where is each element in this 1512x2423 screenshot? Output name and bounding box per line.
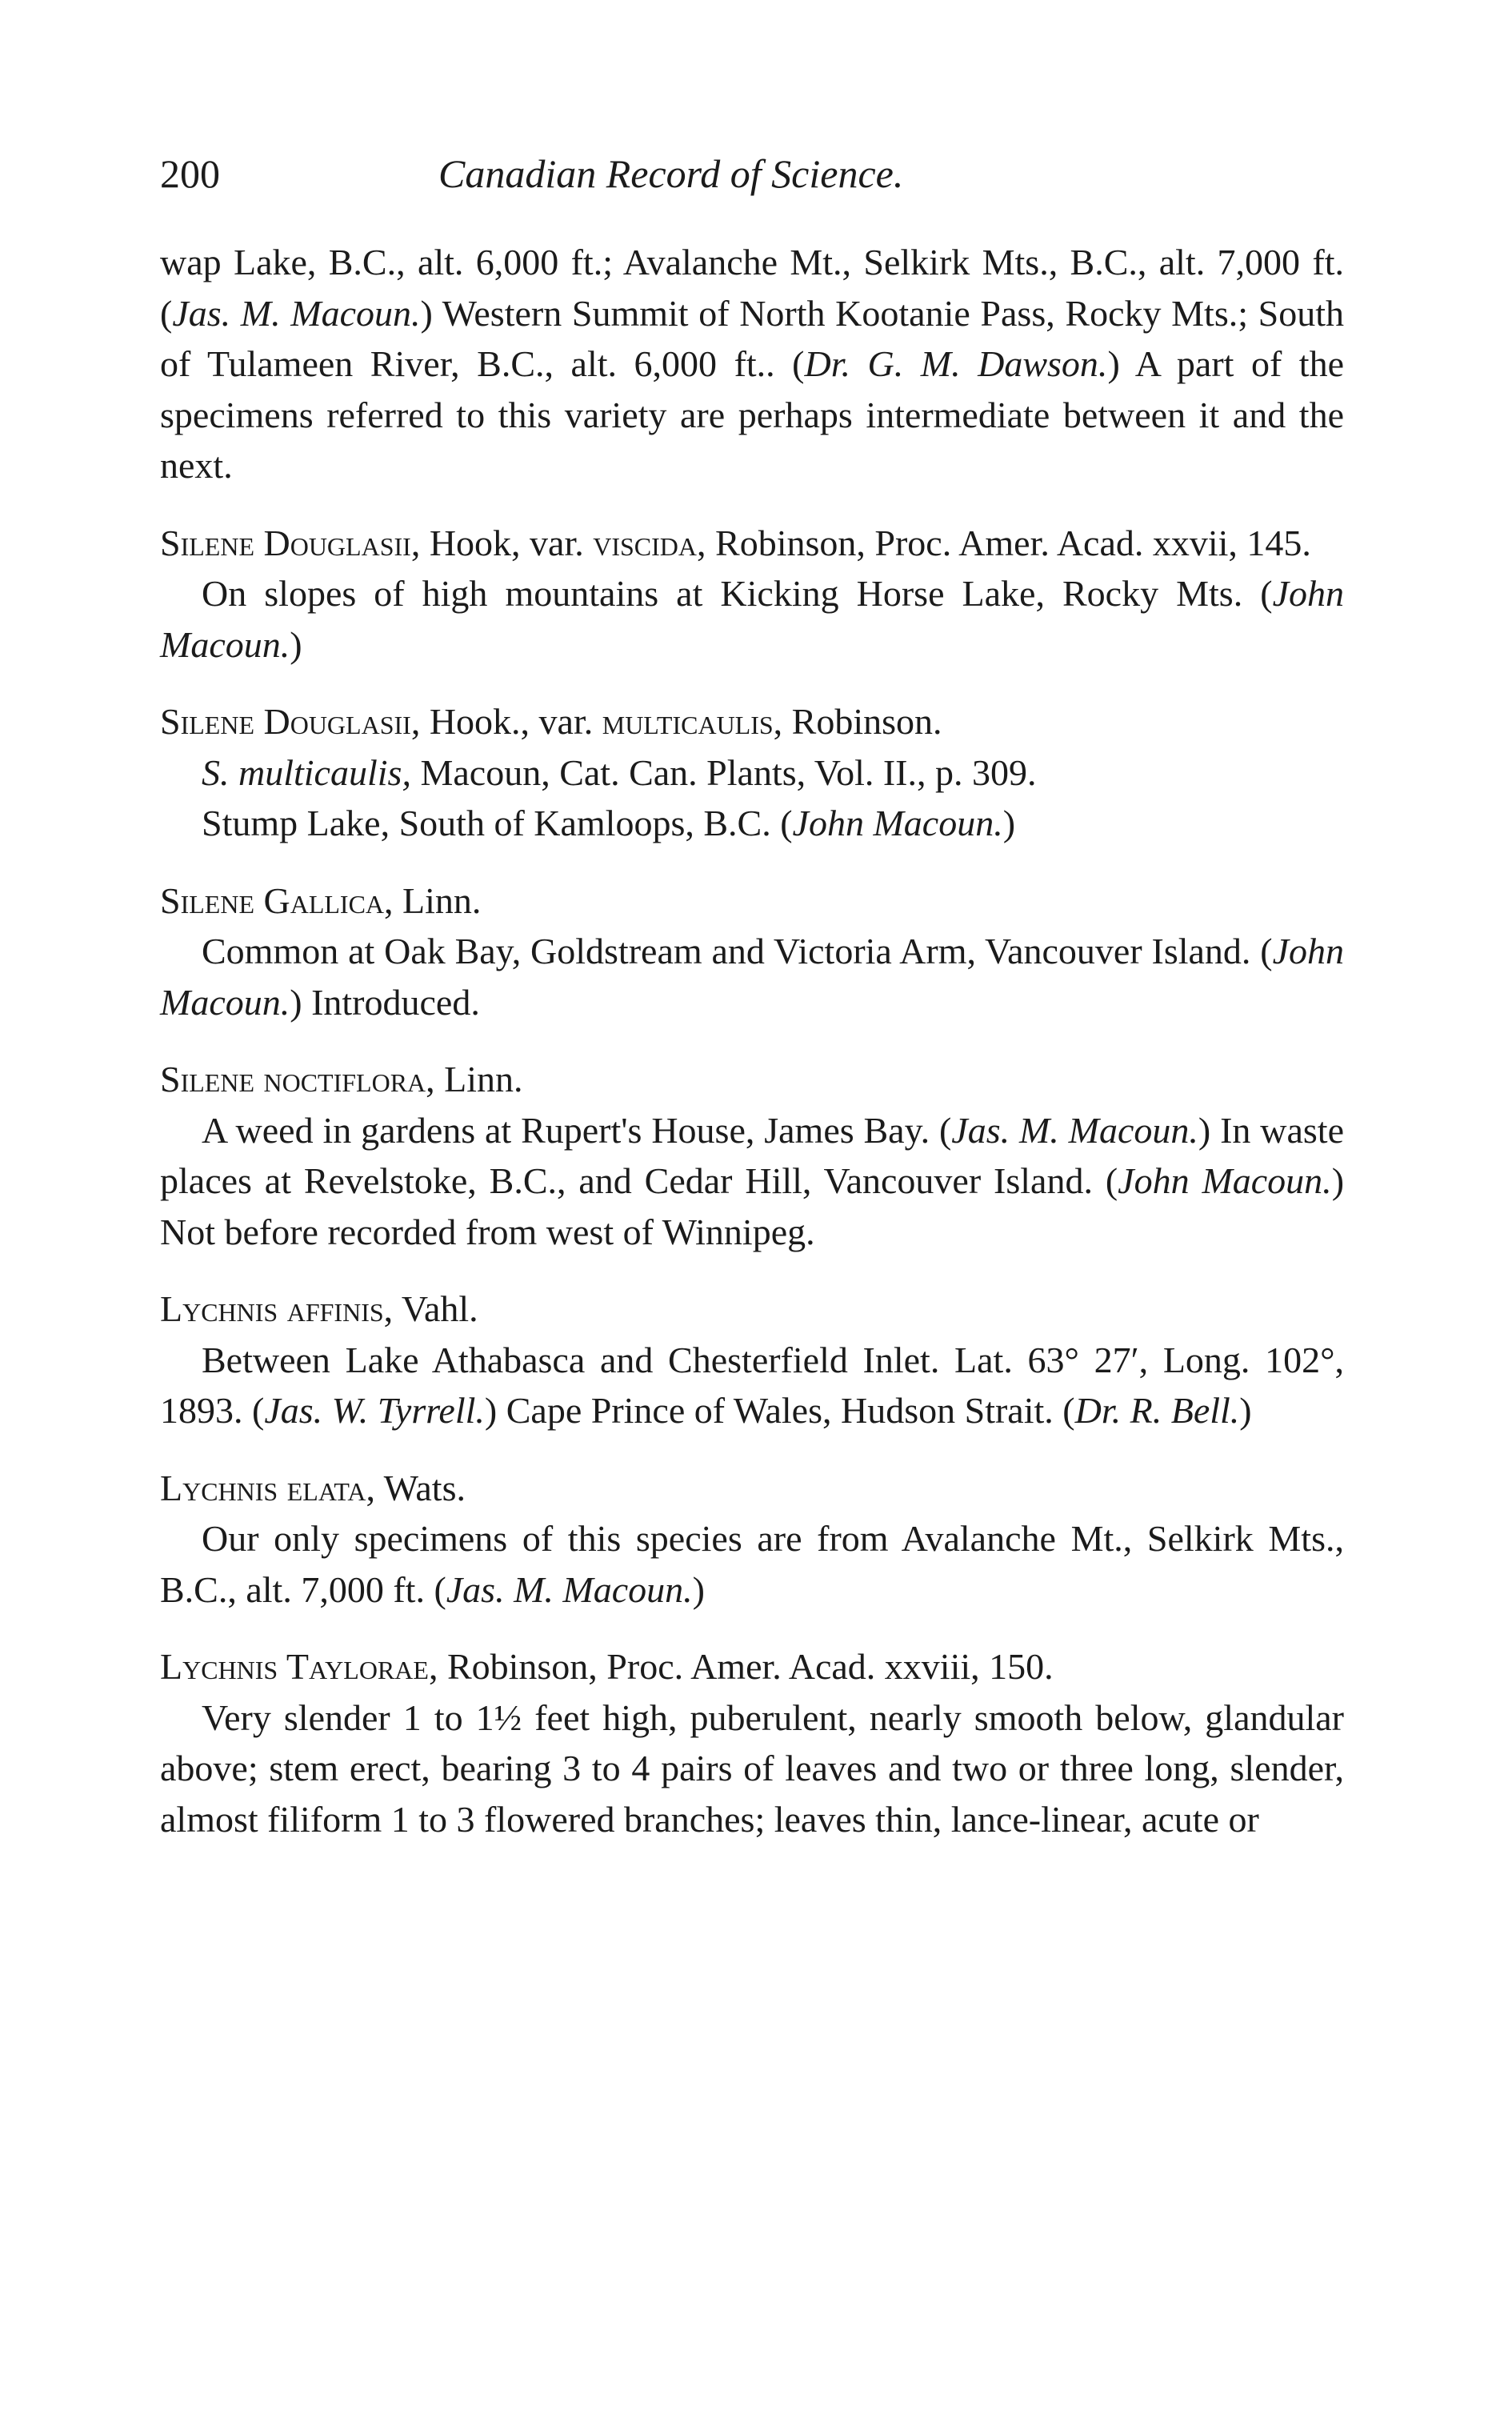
synonym-line [160, 747, 1344, 799]
text: ) In waste places at Revelstoke, B.C., and Cedar Hill, Vancouver Island. ( [160, 1109, 1345, 1201]
text: On slopes of high mountains at Kicking Horse Lake, Rocky Mts. ( [202, 573, 1273, 614]
species-paragraph [160, 1335, 1344, 1436]
text: A weed in gardens at Rupert's House, James Bay. ( [202, 1109, 952, 1151]
text: ) [290, 623, 302, 665]
text: Macoun, Cat. Can. Plants, Vol. II., p. 309. [410, 751, 1037, 793]
species-paragraph [160, 1513, 1344, 1615]
collector-name: Jas. M. Macoun. [951, 1109, 1198, 1151]
species-paragraph [160, 568, 1344, 670]
variety-name: multicaulis [602, 701, 774, 742]
species-name: Lychnis elata [160, 1467, 366, 1508]
text: , Robinson. [773, 701, 942, 742]
text: , Robinson, Proc. Amer. Acad. xxvii, 145. [697, 522, 1311, 563]
collector-name: John Macoun. [1118, 1160, 1332, 1201]
continued-paragraph [160, 237, 1344, 491]
text: ) Western Summit of North Kootanie Pass, Rocky Mts.; South of Tulameen River, B.C., alt. 6,000 ft.. ( [160, 292, 1345, 384]
page-header [160, 150, 1344, 206]
text: , Robinson, Proc. Amer. Acad. xxviii, 150. [428, 1646, 1054, 1687]
collector-name: John Macoun. [160, 931, 1344, 1023]
text: , Vahl. [383, 1288, 478, 1329]
species-paragraph [160, 1105, 1344, 1258]
text: Between Lake Athabasca and Chesterfield Inlet. Lat. 63° 27′, Long. 102°, 1893. ( [160, 1339, 1344, 1431]
species-paragraph [160, 926, 1344, 1027]
text: ) Cape Prince of Wales, Hudson Strait. ( [484, 1390, 1075, 1431]
text: , Linn. [426, 1059, 523, 1099]
species-paragraph [160, 798, 1344, 849]
species-heading [160, 875, 1344, 927]
collector-name: Jas. W. Tyrrell. [264, 1390, 485, 1431]
text: wap Lake, B.C., alt. 6,000 ft.; Avalanche Mt., Selkirk Mts., B.C., alt. 7,000 ft. ( [160, 242, 1344, 334]
species-name: Silene Douglasii [160, 522, 411, 563]
species-name: Lychnis affinis [160, 1288, 384, 1329]
species-name: Lychnis Taylorae [160, 1646, 429, 1687]
collector-name: Dr. G. M. Dawson. [804, 343, 1108, 384]
text: ) [692, 1568, 705, 1610]
collector-name: Jas. M. Macoun. [172, 292, 421, 334]
running-title: Canadian Record of Science. [438, 151, 904, 196]
species-name: Silene Gallica [160, 879, 385, 921]
text: , Hook, var. [410, 522, 594, 563]
species-heading [160, 1641, 1344, 1692]
species-name: Silene noctiflora [160, 1059, 426, 1099]
page-body [160, 237, 1344, 1844]
collector-name: John Macoun. [160, 573, 1344, 665]
text: ) [1002, 803, 1016, 843]
text: Our only specimens of this species are from Avalanche Mt., Selkirk Mts., B.C., alt. 7,000 ft. ( [160, 1518, 1344, 1610]
species-heading [160, 1284, 1344, 1335]
collector-name: Jas. M. Macoun. [446, 1568, 693, 1610]
species-heading [160, 1463, 1344, 1514]
text: , Hook., var. [410, 701, 602, 742]
collector-name: John Macoun. [792, 803, 1003, 843]
text: ) [1239, 1390, 1252, 1431]
collector-name: Dr. R. Bell. [1074, 1390, 1240, 1431]
species-heading [160, 518, 1344, 569]
variety-name: viscida [593, 522, 698, 563]
text: Common at Oak Bay, Goldstream and Victoria Arm, Vancouver Island. ( [202, 931, 1273, 971]
species-name: Silene Douglasii [160, 701, 411, 742]
text: ) Not before recorded from west of Winnipeg. [160, 1160, 1345, 1252]
text: ) Introduced. [290, 981, 480, 1023]
species-description [160, 1692, 1344, 1845]
species-heading [160, 1054, 1344, 1105]
page-number: 200 [160, 151, 220, 196]
text: Stump Lake, South of Kamloops, B.C. ( [202, 803, 793, 843]
text: Very slender 1 to 1½ feet high, puberulent, nearly smooth below, glandular above; stem erect, bearing 3 to 4 pairs of leaves and two or three long, slender, almost filiform 1 to 3 flowered branches; leaves thin, lance-linear, acute or [160, 1696, 1344, 1840]
text: , Linn. [384, 879, 482, 921]
species-heading [160, 696, 1344, 747]
synonym-name: S. multicaulis, [202, 751, 411, 793]
text: ) A part of the specimens referred to this variety are perhaps intermediate between it and the next. [160, 343, 1344, 486]
text: , Wats. [366, 1467, 466, 1508]
